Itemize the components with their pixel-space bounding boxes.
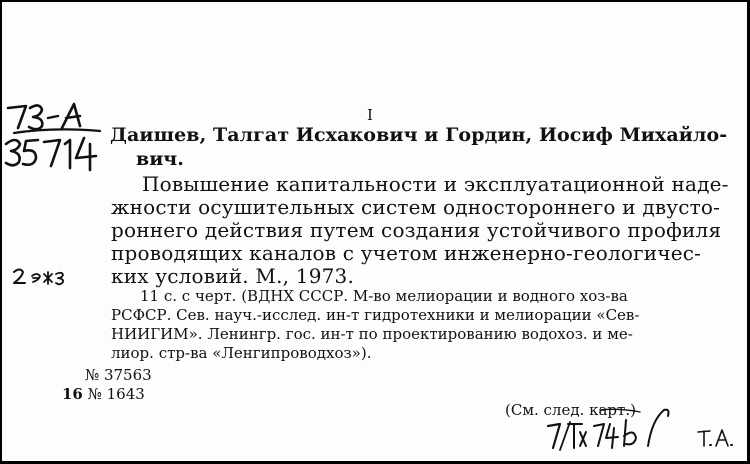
title-line: Повышение капитальности и эксплуатационной наде-	[142, 172, 729, 196]
title-line: ких условий. М., 1973.	[111, 264, 355, 288]
physical-description-line: НИИГИМ». Ленингр. гос. ин-т по проектированию водохоз. и ме-	[111, 325, 633, 343]
author-heading-line-1: Даишев, Талгат Исхакович и Гордин, Иосиф Михайло-	[110, 124, 728, 146]
physical-description-line: 11 с. с черт. (ВДНХ СССР. М-во мелиорации и водного хоз-ва	[140, 287, 628, 305]
handwritten-initials	[696, 426, 740, 450]
title-line: проводящих каналов с учетом инженерно-геологичес-	[111, 241, 702, 265]
catalog-number-value: № 1643	[87, 385, 145, 403]
title-line: роннего действия путем создания устойчивого профиля	[111, 218, 722, 242]
handwritten-copies-note	[12, 266, 72, 288]
physical-description-line: РСФСР. Сев. науч.-исслед. ин-т гидротехники и мелиорации «Сев-	[111, 306, 640, 324]
handwritten-shelf-mark	[4, 96, 114, 180]
catalog-number-prefix: 16	[62, 385, 83, 403]
title-line: жности осушительных систем одностороннего и двусто-	[111, 195, 721, 219]
accession-number: № 37563	[85, 366, 152, 384]
card-border-left	[0, 0, 2, 464]
physical-description-line: лиор. стр-ва «Ленгипроводхоз»).	[111, 344, 372, 362]
card-sequence-number: I	[367, 106, 373, 124]
card-border-top	[0, 0, 750, 2]
catalog-number	[62, 385, 145, 403]
author-heading-line-2: вич.	[136, 148, 184, 170]
see-next-card-note: (См. след. карт.)	[505, 401, 636, 419]
handwritten-date	[540, 402, 690, 454]
